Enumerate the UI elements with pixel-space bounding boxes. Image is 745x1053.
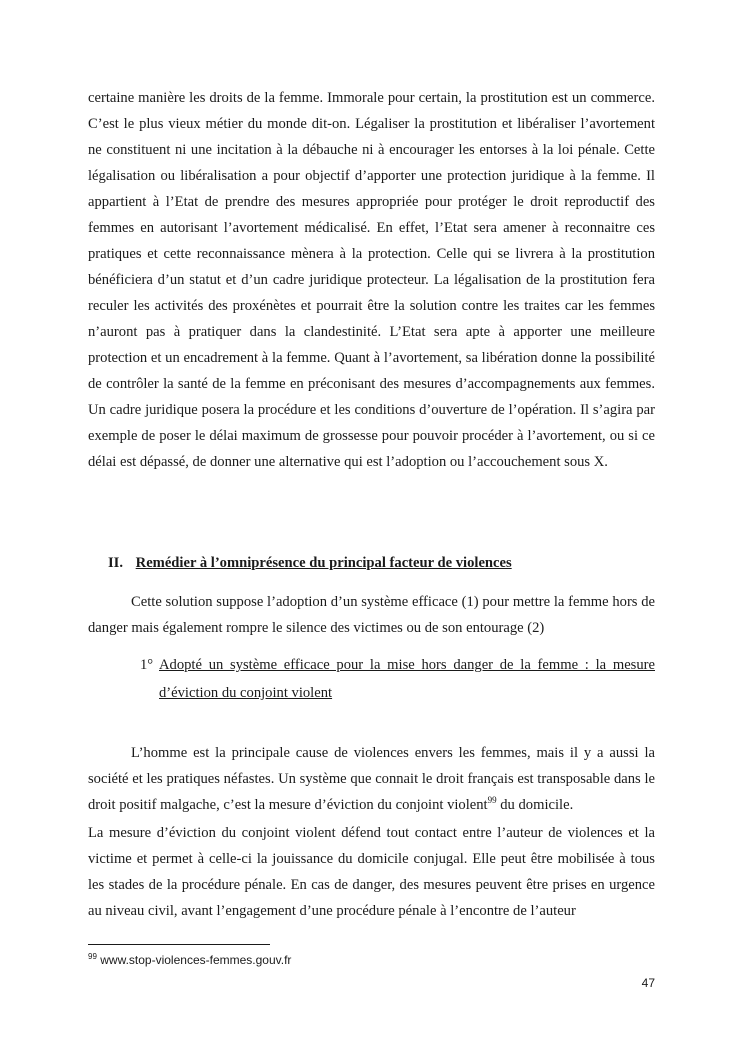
- body-paragraph: certaine manière les droits de la femme. Immorale pour certain, la prostitution est un commerce. C’est le plus vieux métier du monde dit-on. Légaliser la prostitution et libéraliser l’avortement ne constituent ni une incitation à la débauche ni à encourager les entorses à la loi pénale. Cette légalisation ou libéralisation a pour objectif d’apporter une protection juridique à la femme. Il appartient à l’Etat de prendre des mesures appropriée pour protéger le droit reproductif des femmes en autorisant l’avortement médicalisé. En effet, l’Etat sera amener à reconnaitre ces pratiques et cette reconnaissance mènera à la protection. Celle qui se livrera à la prostitution bénéficiera d’un statut et d’un cadre juridique protecteur. La légalisation de la prostitution fera reculer les activités des proxénètes et pourrait être la solution contre les traites car les femmes n’auront pas à pratiquer dans la clandestinité. L’Etat sera apte à apporter une meilleure protection et un encadrement à la femme. Quant à l’avortement, sa libération donne la possibilité de contrôler la santé de la femme en préconisant des mesures d’accompagnements aux femmes. Un cadre juridique posera la procédure et les conditions d’ouverture de l’opération. Il s’agira par exemple de poser le délai maximum de grossesse pour pouvoir procéder à l’avortement, ou si ce délai est dépassé, de donner une alternative qui est l’adoption ou l’accouchement sous X.: [88, 90, 655, 470]
- subsection-title: Adopté un système efficace pour la mise hors danger de la femme : la mesure d’éviction du conjoint violent: [159, 657, 655, 701]
- footnote-link[interactable]: www.stop-violences-femmes.gouv.fr: [96, 953, 292, 967]
- body-paragraph: La mesure d’éviction du conjoint violent défend tout contact entre l’auteur de violences et la victime et permet à celle-ci la jouissance du domicile conjugal. Elle peut être mobilisée à tous les stades de la procédure pénale. En cas de danger, des mesures peuvent être prises en urgence au niveau civil, avant l’engagement d’une procédure pénale à l’encontre de l’auteur: [88, 825, 655, 919]
- body-paragraph: Cette solution suppose l’adoption d’un système efficace (1) pour mettre la femme hors de danger mais également rompre le silence des victimes ou de son entourage (2): [88, 594, 655, 636]
- body-paragraph: [88, 740, 655, 818]
- footnote-separator: [88, 944, 270, 945]
- section-heading: [108, 550, 668, 576]
- subsection-heading: [140, 651, 655, 707]
- paragraph-text: L’homme est la principale cause de violences envers les femmes, mais il y a aussi la société et les pratiques néfastes. Un système que connait le droit français est transposable dans le droit positif malgache, c’est la mesure d’éviction du conjoint violent: [88, 745, 655, 813]
- section-number: II.: [108, 555, 124, 571]
- section-title: Remédier à l’omniprésence du principal facteur de violences: [135, 555, 512, 571]
- paragraph-text: du domicile.: [496, 797, 574, 813]
- subsection-number: 1°: [140, 657, 154, 673]
- page-number: 47: [641, 976, 655, 990]
- footnote-number: 99: [88, 952, 97, 961]
- footnote: [88, 952, 588, 968]
- footnote-reference[interactable]: 99: [487, 795, 497, 806]
